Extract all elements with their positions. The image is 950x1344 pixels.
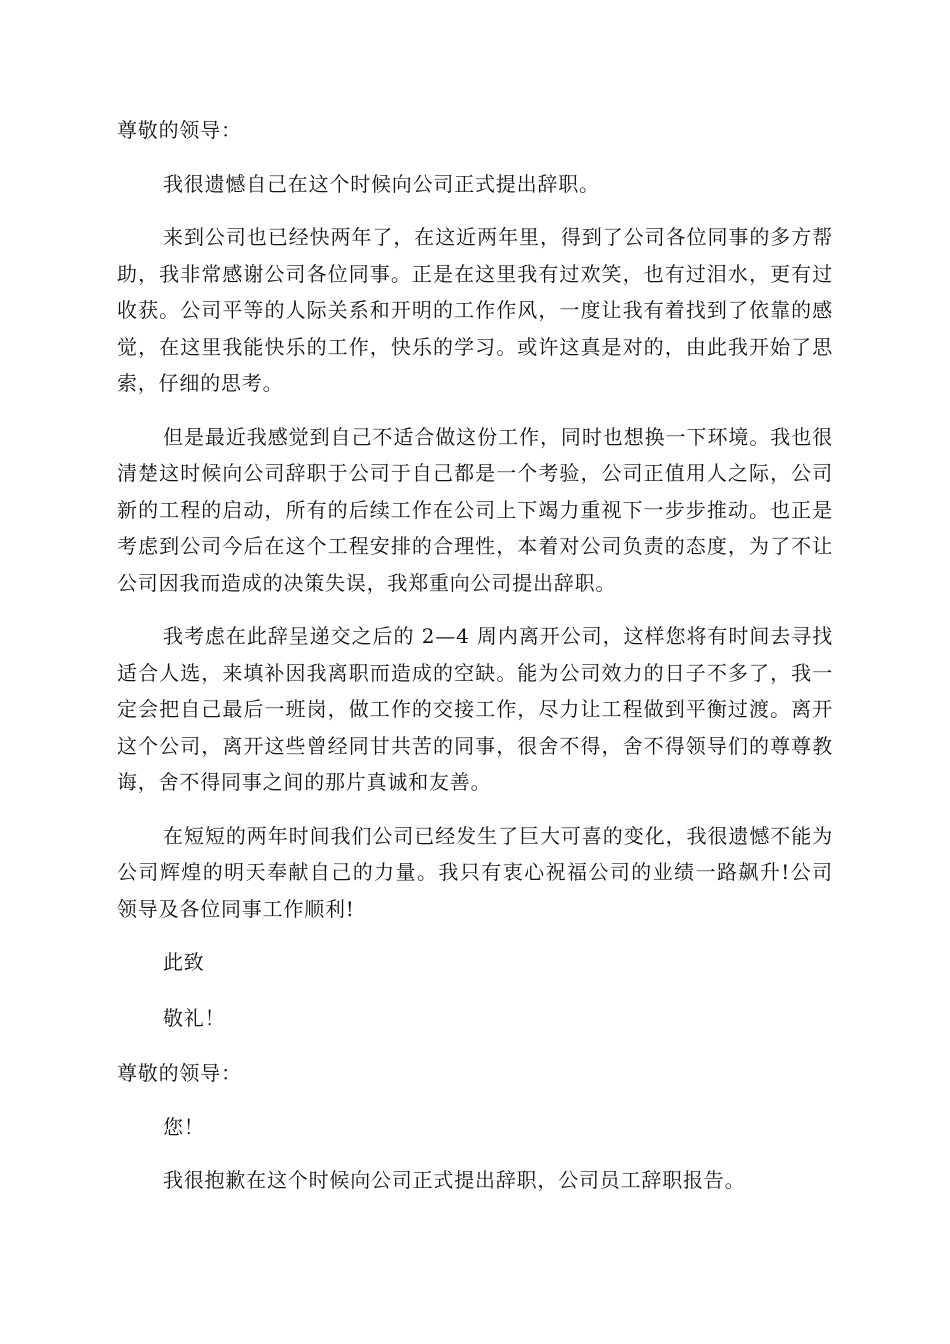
paragraph: 在短短的两年时间我们公司已经发生了巨大可喜的变化，我很遗憾不能为公司辉煌的明天奉献自己的力量。我只有衷心祝福公司的业绩一路飙升!公司领导及各位同事工作顺利! xyxy=(117,823,833,921)
paragraph: 我很遗憾自己在这个时候向公司正式提出辞职。 xyxy=(163,171,600,196)
document-body xyxy=(117,112,833,1216)
paragraph-second: 我很抱歉在这个时候向公司正式提出辞职，公司员工辞职报告。 xyxy=(163,1168,746,1192)
paragraph: 来到公司也已经快两年了，在这近两年里，得到了公司各位同事的多方帮助，我非常感谢公司各位同事。正是在这里我有过欢笑，也有过泪水，更有过收获。公司平等的人际关系和开明的工作作风，一度让我有着找到了依靠的感觉，在这里我能快乐的工作，快乐的学习。或许这真是对的，由此我开始了思索，仔细的思考。 xyxy=(117,225,833,395)
salutation: 尊敬的领导： xyxy=(117,118,242,142)
closing-line: 此致 xyxy=(163,950,205,974)
closing-regards: 敬礼！ xyxy=(163,1005,226,1030)
paragraph: 但是最近我感觉到自己不适合做这份工作，同时也想换一下环境。我也很清楚这时候向公司辞职于公司于自己都是一个考验，公司正值用人之际，公司新的工程的启动，所有的后续工作在公司上下竭力重视下一步步推动。也正是考虑到公司今后在这个工程安排的合理性，本着对公司负责的态度，为了不让公司因我而造成的决策失误，我郑重向公司提出辞职。 xyxy=(117,424,833,595)
paragraph: 我考虑在此辞呈递交之后的 2—4 周内离开公司，这样您将有时间去寻找适合人选，来填补因我离职而造成的空缺。能为公司效力的日子不多了，我一定会把自己最后一班岗，做工作的交接工作，尽力让工程做到平衡过渡。离开这个公司，离开这些曾经同甘共苦的同事，很舍不得，舍不得领导们的尊尊教诲，舍不得同事之间的那片真诚和友善。 xyxy=(117,624,833,794)
greeting: 您！ xyxy=(163,1114,205,1139)
salutation-second: 尊敬的领导： xyxy=(117,1061,242,1085)
